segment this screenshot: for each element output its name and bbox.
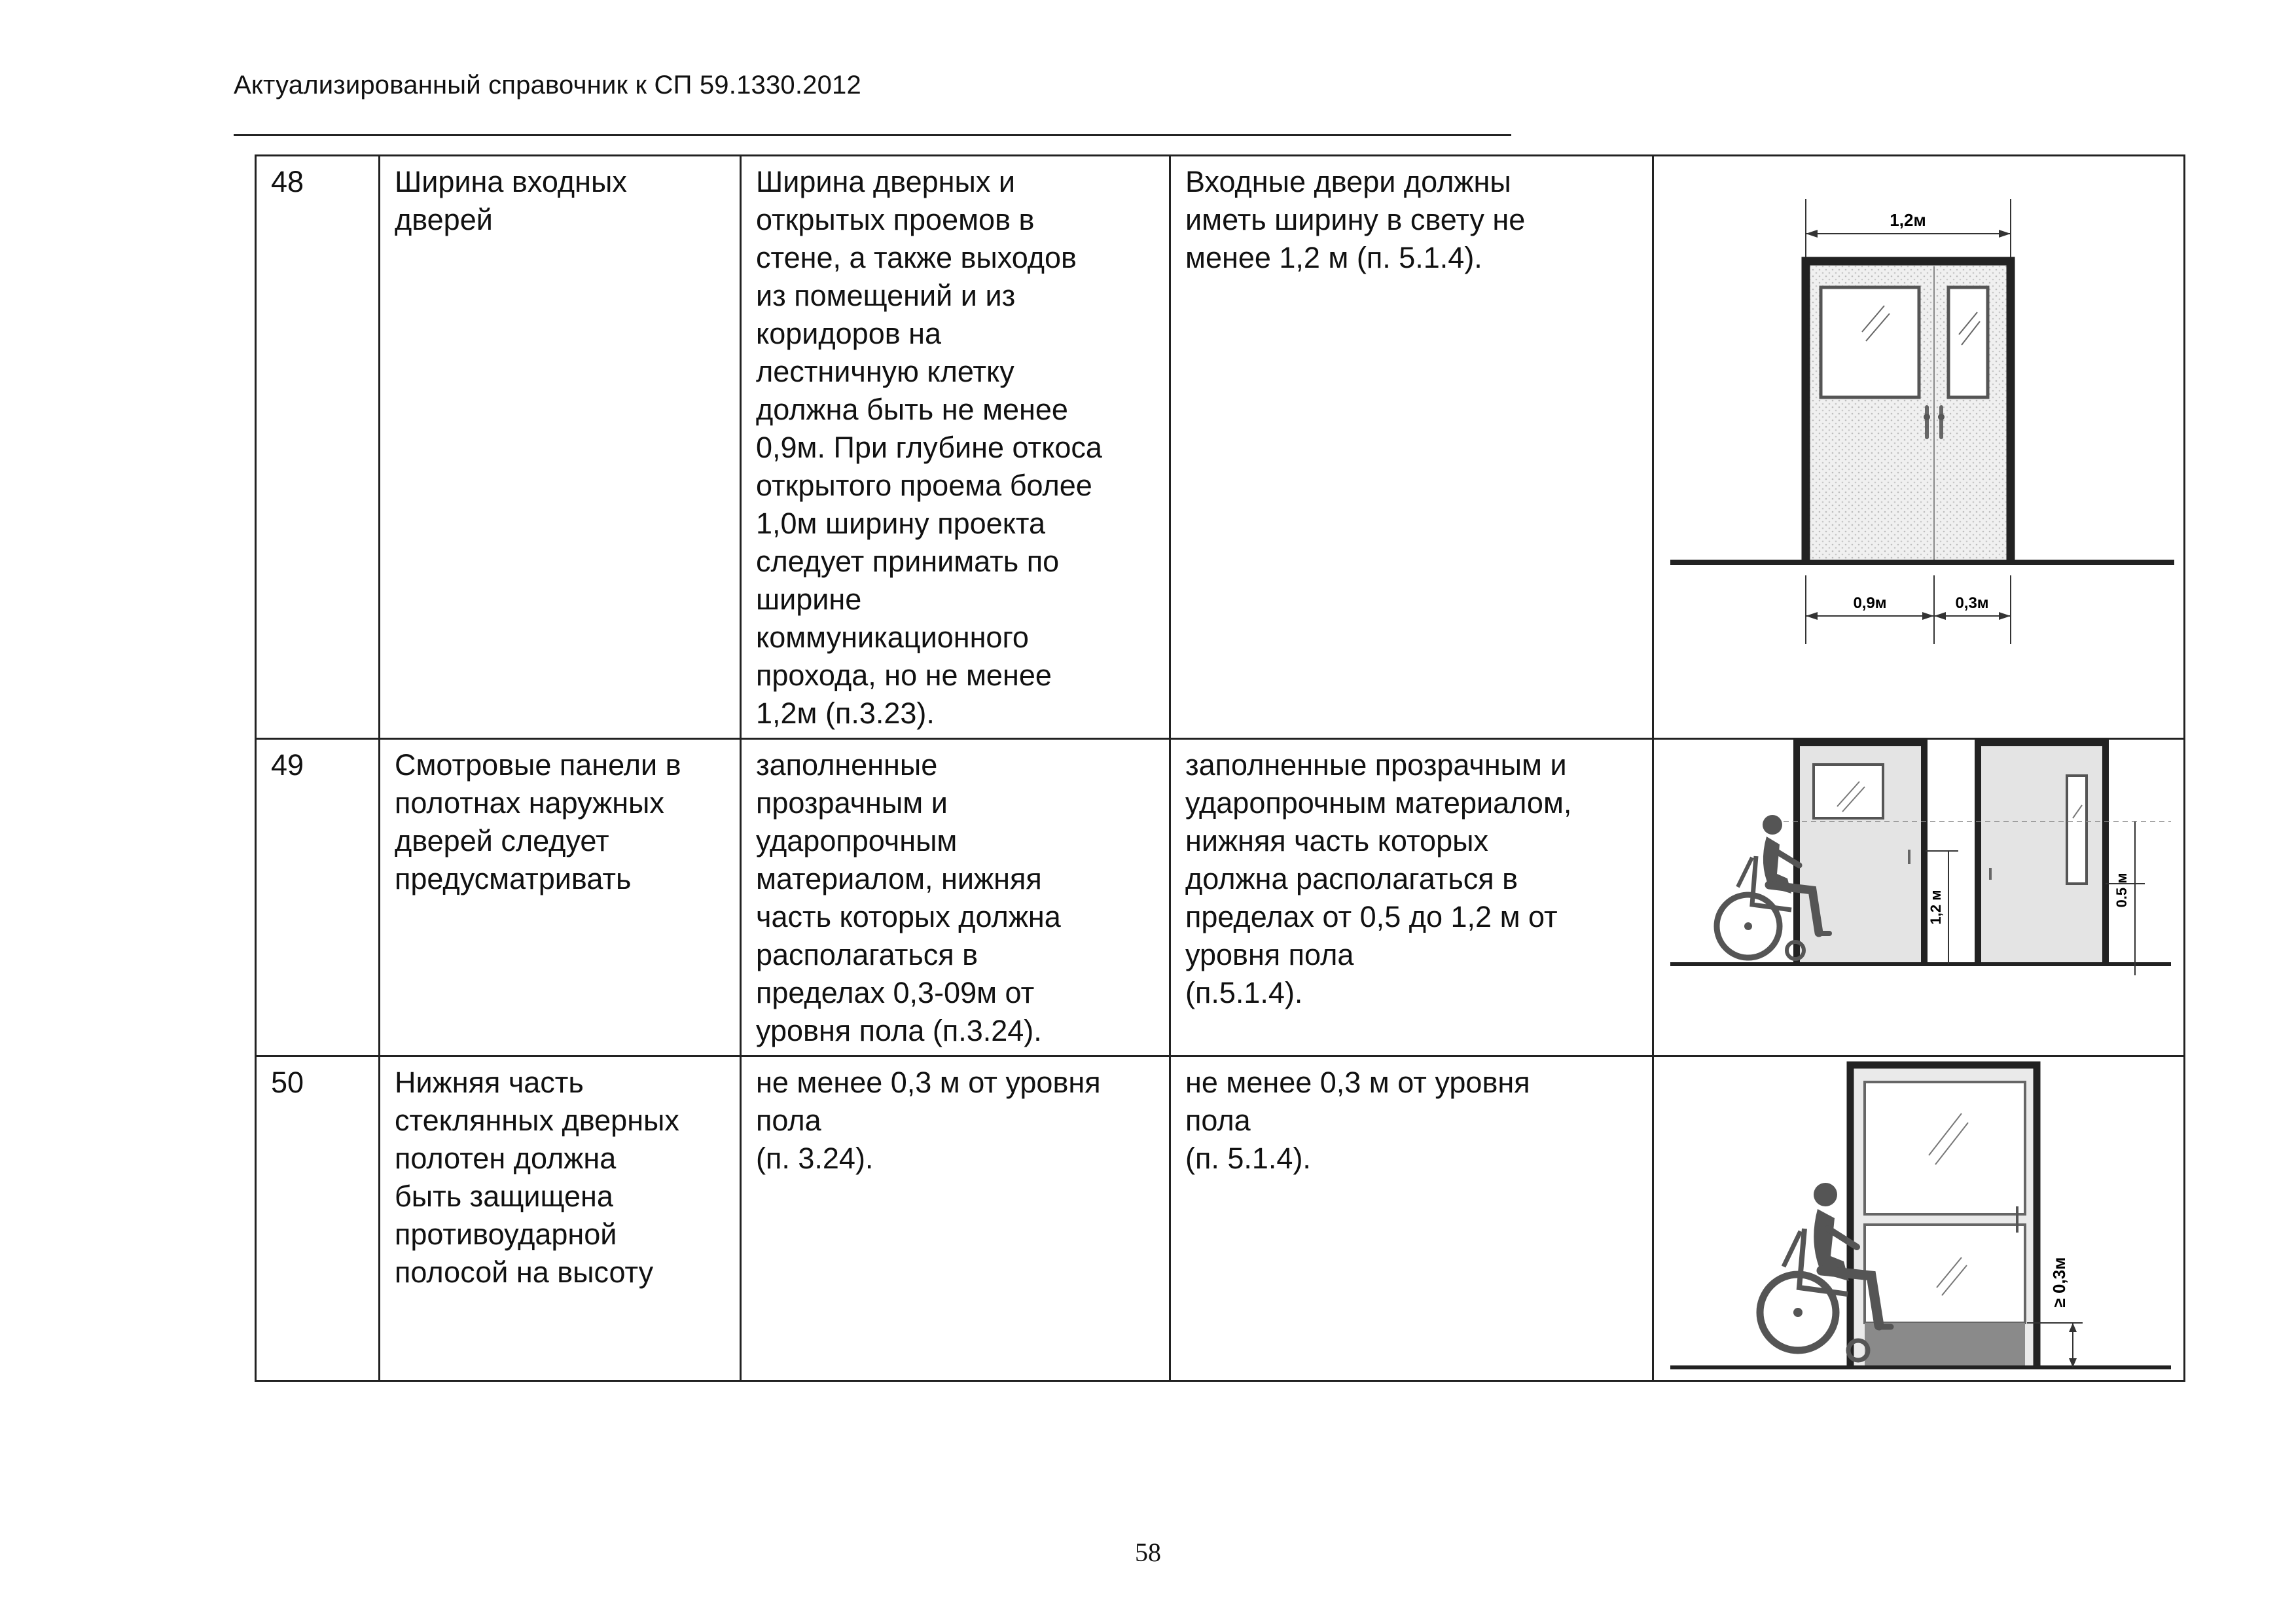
table-row <box>256 1056 2185 1381</box>
row-number: 50 <box>256 1056 380 1381</box>
dimension-bottom <box>1806 575 2011 644</box>
svg-text:1,2м: 1,2м <box>1890 210 1926 230</box>
header-rule <box>234 134 1511 136</box>
requirement-name: Смотровые панели в полотнах наружных дверей следует предусматривать <box>380 739 741 1056</box>
requirement-name: Нижняя часть стеклянных дверных полотен должна быть защищена противоударной полосой на высоту <box>380 1056 741 1381</box>
table-row <box>256 739 2185 1056</box>
door-drawing <box>1806 261 2011 564</box>
svg-text:0,9м: 0,9м <box>1853 594 1887 612</box>
dimension-left <box>1926 851 1958 964</box>
figure-cell <box>1653 156 2185 739</box>
requirement-new: Входные двери должны иметь ширину в свету не менее 1,2 м (п. 5.1.4). <box>1170 156 1653 739</box>
requirement-new: не менее 0,3 м от уровня пола (п. 5.1.4). <box>1170 1056 1653 1381</box>
row-number: 49 <box>256 739 380 1056</box>
door-drawing-right <box>1978 743 2106 964</box>
page-number: 58 <box>1135 1538 1161 1567</box>
svg-text:≥ 0,3м: ≥ 0,3м <box>2049 1257 2069 1308</box>
table-row <box>256 156 2185 739</box>
figure-cell <box>1653 1056 2185 1381</box>
svg-text:1,2 м: 1,2 м <box>1928 890 1944 925</box>
double-door-figure <box>1654 156 2183 723</box>
figure-cell <box>1653 739 2185 1056</box>
glass-door-figure <box>1654 1057 2183 1378</box>
requirement-old: не менее 0,3 м от уровня пола (п. 3.24). <box>741 1056 1170 1381</box>
row-number: 48 <box>256 156 380 739</box>
requirement-name: Ширина входных дверей <box>380 156 741 739</box>
requirement-old: Ширина дверных и открытых проемов в стене, а также выходов из помещений и из коридоров на лестничную клетку должна быть не менее 0,9м. При глубине откоса открытого проема более 1,0м ширину проекта следует принимать по ширине коммуникационного прохода, но не менее 1,2м (п.3.23). <box>741 156 1170 739</box>
requirement-new: заполненные прозрачным и ударопрочным материалом, нижняя часть которых должна располагаться в пределах от 0,5 до 1,2 м от уровня пола (п.5.1.4). <box>1170 739 1653 1056</box>
svg-text:0,3м: 0,3м <box>1955 594 1989 612</box>
requirement-old: заполненные прозрачным и ударопрочным материалом, нижняя часть которых должна располагаться в пределах 0,3-09м от уровня пола (п.3.24). <box>741 739 1170 1056</box>
header-title: Актуализированный справочник к СП 59.1330.2012 <box>234 71 861 99</box>
dimension-right <box>2106 821 2145 975</box>
svg-text:0.5 м: 0.5 м <box>2113 873 2130 908</box>
viewing-panel-figure <box>1654 740 2183 1041</box>
requirements-table <box>255 154 2185 1382</box>
